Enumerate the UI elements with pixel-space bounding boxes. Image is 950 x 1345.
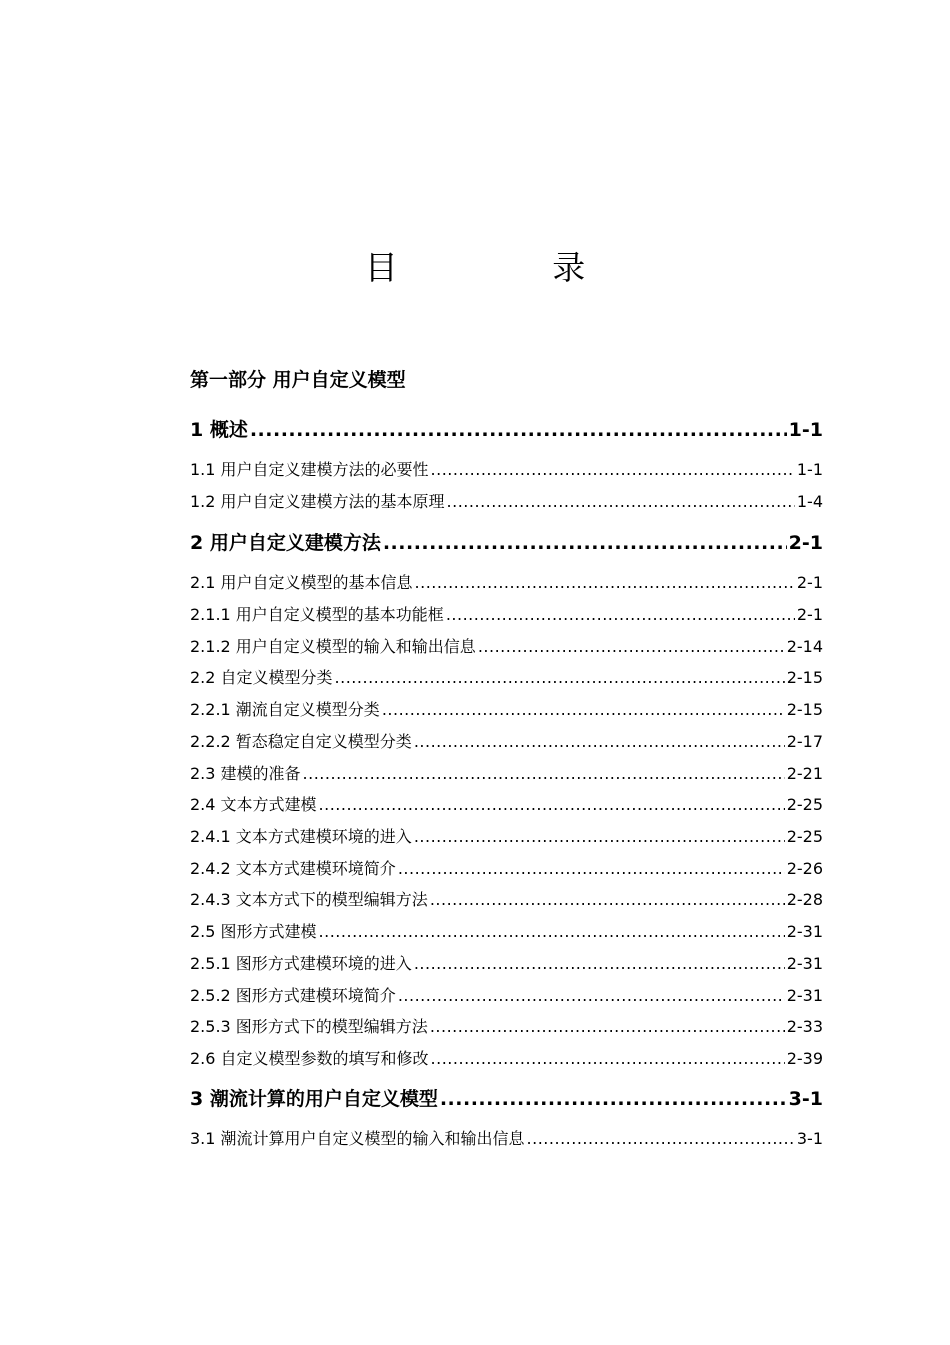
toc-entry-page: 2-28 bbox=[786, 890, 823, 909]
toc-entry-label: 2.5 图形方式建模 bbox=[190, 922, 317, 941]
toc-leader-dots bbox=[415, 571, 795, 595]
toc-leader-dots bbox=[319, 793, 785, 817]
toc-entry-label: 2.2 自定义模型分类 bbox=[190, 668, 333, 687]
toc-leader-dots bbox=[398, 984, 785, 1008]
toc-entry-page: 1-1 bbox=[796, 460, 823, 479]
toc-entry-label: 2.1 用户自定义模型的基本信息 bbox=[190, 573, 413, 592]
toc-entry-label: 2.5.1 图形方式建模环境的进入 bbox=[190, 954, 412, 973]
toc-entry-page: 2-25 bbox=[786, 795, 823, 814]
toc-entry-section[interactable] bbox=[190, 603, 823, 627]
toc-entry-label: 2.5.2 图形方式建模环境简介 bbox=[190, 986, 396, 1005]
toc-leader-dots bbox=[382, 698, 785, 722]
toc-entry-section[interactable] bbox=[190, 920, 823, 944]
toc-entry-label: 2.5.3 图形方式下的模型编辑方法 bbox=[190, 1017, 428, 1036]
toc-entry-label: 1.1 用户自定义建模方法的必要性 bbox=[190, 460, 429, 479]
toc-entry-label: 3 潮流计算的用户自定义模型 bbox=[190, 1088, 438, 1110]
toc-entry-page: 2-31 bbox=[786, 922, 823, 941]
page-title: 目 录 bbox=[364, 248, 658, 287]
part-title: 第一部分 用户自定义模型 bbox=[190, 369, 406, 391]
toc-entry-page: 2-15 bbox=[786, 668, 823, 687]
toc-leader-dots bbox=[431, 458, 795, 482]
toc-entry-page: 2-1 bbox=[796, 605, 823, 624]
toc-entry-label: 2.2.1 潮流自定义模型分类 bbox=[190, 700, 380, 719]
toc-entry-section[interactable] bbox=[190, 490, 823, 514]
toc-entry-page: 2-1 bbox=[788, 532, 823, 554]
toc-leader-dots bbox=[414, 952, 785, 976]
toc-leader-dots bbox=[335, 666, 785, 690]
toc-entry-section[interactable] bbox=[190, 1015, 823, 1039]
toc-entry-page: 2-1 bbox=[796, 573, 823, 592]
toc-leader-dots bbox=[430, 1015, 785, 1039]
toc-leader-dots bbox=[414, 825, 785, 849]
toc-entry-section[interactable] bbox=[190, 1047, 823, 1071]
toc-leader-dots bbox=[398, 857, 785, 881]
toc-leader-dots bbox=[319, 920, 785, 944]
toc-entry-page: 2-39 bbox=[786, 1049, 823, 1068]
toc-leader-dots bbox=[478, 635, 785, 659]
toc-entry-page: 3-1 bbox=[796, 1129, 823, 1148]
toc-entry-label: 2.4 文本方式建模 bbox=[190, 795, 317, 814]
toc-entry-section[interactable] bbox=[190, 571, 823, 595]
toc-leader-dots bbox=[446, 603, 795, 627]
toc-entry-label: 3.1 潮流计算用户自定义模型的输入和输出信息 bbox=[190, 1129, 525, 1148]
toc-entry-section[interactable] bbox=[190, 458, 823, 482]
toc-entry-label: 2 用户自定义建模方法 bbox=[190, 532, 381, 554]
toc-leader-dots bbox=[431, 1047, 785, 1071]
toc-entry-section[interactable] bbox=[190, 635, 823, 659]
toc-entry-label: 2.6 自定义模型参数的填写和修改 bbox=[190, 1049, 429, 1068]
toc-leader-dots bbox=[383, 529, 787, 557]
toc-entry-page: 2-21 bbox=[786, 764, 823, 783]
toc-entry-section[interactable] bbox=[190, 984, 823, 1008]
toc-leader-dots bbox=[447, 490, 795, 514]
toc-entry-label: 2.4.2 文本方式建模环境简介 bbox=[190, 859, 396, 878]
toc-leader-dots bbox=[303, 762, 785, 786]
toc-entry-page: 1-1 bbox=[788, 419, 823, 441]
toc-entry-label: 2.1.1 用户自定义模型的基本功能框 bbox=[190, 605, 444, 624]
toc-entry-page: 2-17 bbox=[786, 732, 823, 751]
toc-entry-page: 3-1 bbox=[788, 1088, 823, 1110]
toc-entry-section[interactable] bbox=[190, 793, 823, 817]
toc-entry-section[interactable] bbox=[190, 698, 823, 722]
toc-entry-label: 1 概述 bbox=[190, 419, 248, 441]
toc-entry-label: 1.2 用户自定义建模方法的基本原理 bbox=[190, 492, 445, 511]
toc-entry-page: 2-26 bbox=[786, 859, 823, 878]
toc-entry-chapter-2[interactable] bbox=[190, 529, 823, 557]
toc-entry-section[interactable] bbox=[190, 730, 823, 754]
toc-entry-page: 2-14 bbox=[786, 637, 823, 656]
toc-entry-section[interactable] bbox=[190, 666, 823, 690]
toc-leader-dots bbox=[440, 1085, 787, 1113]
toc-entry-section[interactable] bbox=[190, 825, 823, 849]
toc-leader-dots bbox=[414, 730, 785, 754]
toc-entry-chapter-3[interactable] bbox=[190, 1085, 823, 1113]
toc-entry-label: 2.4.3 文本方式下的模型编辑方法 bbox=[190, 890, 428, 909]
toc-entry-page: 2-31 bbox=[786, 986, 823, 1005]
toc-leader-dots bbox=[527, 1127, 795, 1151]
toc-entry-page: 2-33 bbox=[786, 1017, 823, 1036]
toc-entry-label: 2.1.2 用户自定义模型的输入和输出信息 bbox=[190, 637, 476, 656]
toc-entry-page: 2-15 bbox=[786, 700, 823, 719]
toc-entry-section[interactable] bbox=[190, 1127, 823, 1151]
toc-entry-label: 2.3 建模的准备 bbox=[190, 764, 301, 783]
toc-entry-page: 2-31 bbox=[786, 954, 823, 973]
toc-entry-section[interactable] bbox=[190, 857, 823, 881]
toc-entry-label: 2.2.2 暂态稳定自定义模型分类 bbox=[190, 732, 412, 751]
toc-entry-section[interactable] bbox=[190, 952, 823, 976]
toc-leader-dots bbox=[250, 416, 787, 444]
toc-entry-section[interactable] bbox=[190, 888, 823, 912]
toc-entry-section[interactable] bbox=[190, 762, 823, 786]
toc-entry-chapter-1[interactable] bbox=[190, 416, 823, 444]
toc-entry-page: 1-4 bbox=[796, 492, 823, 511]
toc-entry-label: 2.4.1 文本方式建模环境的进入 bbox=[190, 827, 412, 846]
toc-leader-dots bbox=[430, 888, 785, 912]
toc-entry-page: 2-25 bbox=[786, 827, 823, 846]
